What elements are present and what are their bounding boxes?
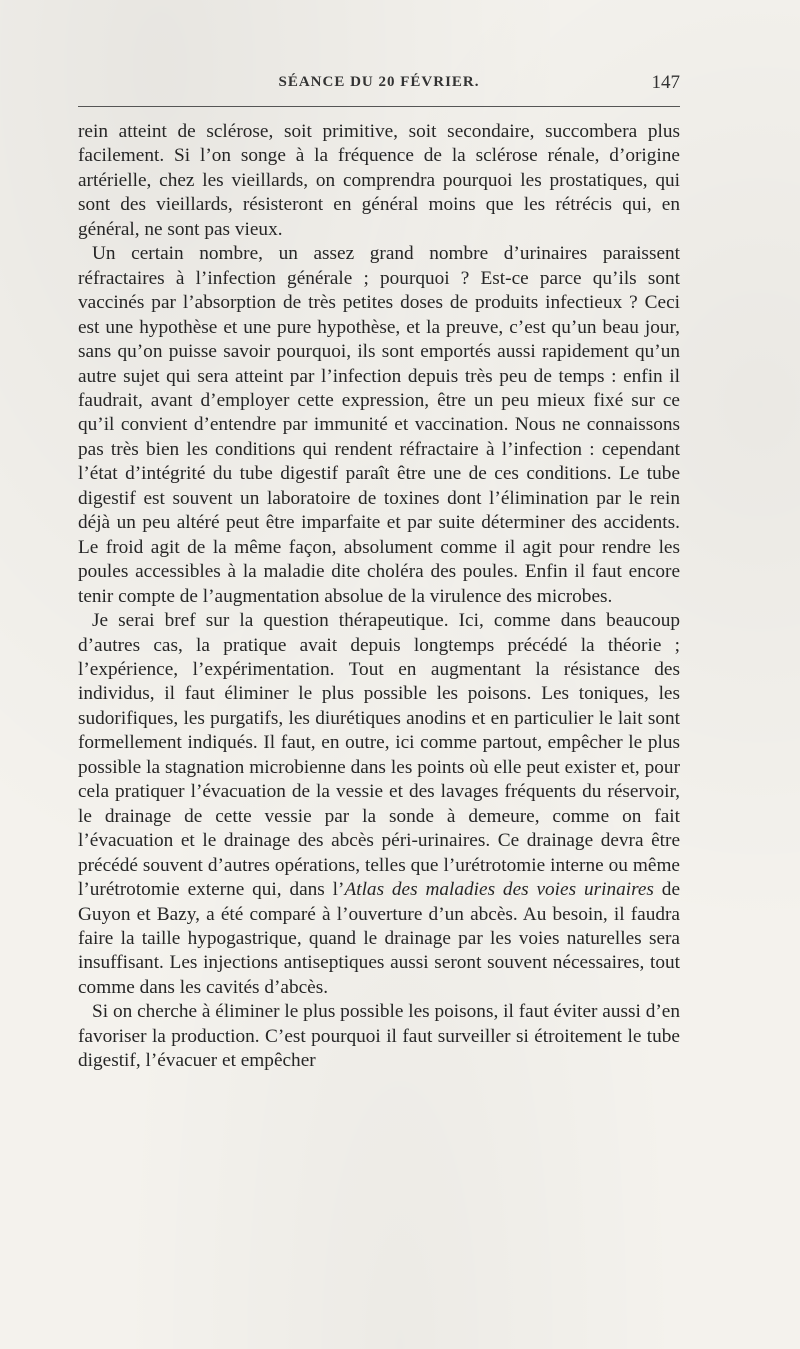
paragraph-3-text-before: Je serai bref sur la question thérapeutique. Ici, comme dans beaucoup d’autres cas, la pratique avait depuis longtemps précédé la théorie ; l’expérience, l’expérimentation. Tout en augmentant la résistance des individus, il faut éliminer le plus possible les poisons. Les toniques, les sudorifiques, les purgatifs, les diurétiques anodins et en particulier le lait sont formellement indiqués. Il faut, en outre, ici comme partout, empêcher le plus possible la stagnation microbienne dans les points où elle peut exister et, pour cela pratiquer l’évacuation de la vessie et des lavages fréquents du réservoir, le drainage de cette vessie par la sonde à demeure, comme on fait l’évacuation et le drainage des abcès péri-urinaires. Ce drainage devra être précédé souvent d’autres opérations, telles que l’urétrotomie interne ou même l’urétrotomie externe qui, dans l’ [78, 610, 680, 901]
body-text [78, 120, 680, 1074]
paragraph-3-text-after: de Guyon et Bazy, a été comparé à l’ouverture d’un abcès. Au besoin, il faudra faire la taille hypogastrique, quand le drainage par les voies naturelles sera insuffisant. Les injections antiseptiques aussi seront souvent nécessaires, tout comme dans les cavités d’abcès. [78, 879, 680, 998]
page-header [78, 74, 680, 102]
header-rule [78, 106, 680, 107]
paragraph-1: rein atteint de sclérose, soit primitive, soit secondaire, succombera plus facilement. Si l’on songe à la fréquence de la sclérose rénale, d’origine artérielle, chez les vieillards, on comprendra pourquoi les prostatiques, qui sont des vieillards, résisteront en général moins que les rétrécis qui, en général, ne sont pas vieux. [78, 121, 680, 240]
paragraph-4: Si on cherche à éliminer le plus possible les poisons, il faut éviter aussi d’en favoriser la production. C’est pourquoi il faut surveiller si étroitement le tube digestif, l’évacuer et empêcher [78, 1001, 680, 1072]
running-head: SÉANCE DU 20 FÉVRIER. [278, 74, 480, 90]
atlas-title-italic: Atlas des maladies des voies urinaires [344, 879, 654, 901]
paragraph-2: Un certain nombre, un assez grand nombre d’urinaires paraissent réfractaires à l’infection générale ; pourquoi ? Est-ce parce qu’ils sont vaccinés par l’absorption de très petites doses de produits infectieux ? Ceci est une hypothèse et une pure hypothèse, et la preuve, c’est qu’un beau jour, sans qu’on puisse savoir pourquoi, ils sont emportés aussi rapidement qu’un autre sujet qui sera atteint par l’infection depuis très peu de temps : enfin il faudrait, avant d’employer cette expression, être un peu mieux fixé sur ce qu’il convient d’entendre par immunité et vaccination. Nous ne connaissons pas très bien les conditions qui rendent réfractaire à l’infection : cependant l’état d’intégrité du tube digestif paraît être une de ces conditions. Le tube digestif est souvent un laboratoire de toxines dont l’élimination par le rein déjà un peu altéré peut être imparfaite et par suite déterminer des accidents. Le froid agit de la même façon, absolument comme il agit pour rendre les poules accessibles à la maladie dite choléra des poules. Enfin il faut encore tenir compte de l’augmentation absolue de la virulence des microbes. [78, 243, 680, 607]
page-number: 147 [651, 72, 680, 93]
paragraph-3 [78, 609, 680, 1000]
